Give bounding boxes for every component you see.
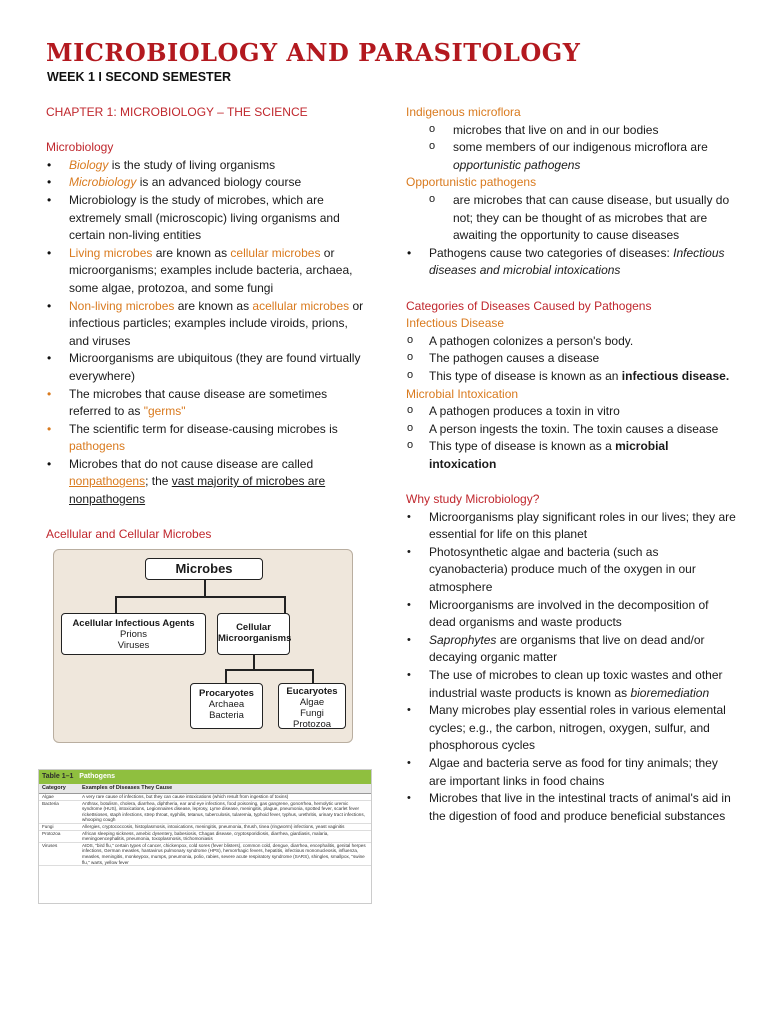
indigenous-heading: Indigenous microflora: [406, 105, 521, 119]
table-row: Protozoa African sleeping sickness, amebic dysentery, babesiosis, Chagas disease, cryptosporidiosis, diarrhea, giardiasis, malaria, meningoencephalitis, pneumonia, toxoplasmosis, trichomoniasis: [39, 831, 371, 843]
table-row: Fungi Allergies, cryptococcosis, histoplasmosis, intoxications, meningitis, pneumonia, thrush, tinea (ringworm) infections, yeast vaginitis: [39, 824, 371, 831]
table-row: Viruses AIDS, "bird flu," certain types of cancer, chickenpox, cold sores (fever blisters), common cold, dengue, diarrhea, encephalitis, genital herpes infections, German measles, hantavirus pulmonary syndrome (HPS), hemorrhagic fevers, hepatitis, infectious mononucleosis, influenza, measles, meningitis, monkeypox, mumps, pneumonia, polio, rabies, severe acute respiratory syndrome (SARS), shingles, smallpox, "swine flu," warts, yellow fever: [39, 843, 371, 866]
list-item: • The microbes that cause disease are sometimes referred to as "germs": [46, 386, 371, 421]
list-item: • Microorganisms play significant roles in our lives; they are essential for life on this planet: [406, 509, 736, 544]
list-item: • Microorganisms are involved in the decomposition of dead organisms and waste products: [406, 597, 736, 632]
list-item: o microbes that live on and in our bodies: [406, 122, 736, 140]
indigenous-list: [406, 122, 736, 175]
document-title: MICROBIOLOGY AND PARASITOLOGY: [46, 38, 581, 67]
list-item: • Non-living microbes are known as acellular microbes or infectious particles; examples include viroids, prions, and viruses: [46, 298, 371, 351]
diagram-procaryotes-box: Procaryotes Archaea Bacteria: [190, 683, 263, 729]
list-item: o A person ingests the toxin. The toxin causes a disease: [406, 421, 736, 439]
list-item: o This type of disease is known as a microbial intoxication: [406, 438, 736, 473]
list-item: • Microbes that live in the intestinal tracts of animal's aid in the digestion of food and produce beneficial substances: [406, 790, 736, 825]
why-study-heading: Why study Microbiology?: [406, 492, 540, 507]
table-row: Algae A very rare cause of infections, but they can cause intoxications (which result from ingestion of toxins): [39, 794, 371, 801]
list-item: • Microorganisms are ubiquitous (they are found virtually everywhere): [46, 350, 371, 385]
list-item: • The use of microbes to clean up toxic wastes and other industrial waste products is known as bioremediation: [406, 667, 736, 702]
list-item: • Many microbes play essential roles in various elemental cycles; e.g., the carbon, nitrogen, oxygen, sulfur, and phosphorous cycles: [406, 702, 736, 755]
week-subtitle: WEEK 1 I SECOND SEMESTER: [47, 70, 232, 84]
table-column-headers: Category Examples of Diseases They Cause: [39, 784, 371, 794]
list-item: • Biology is the study of living organisms: [46, 157, 371, 175]
list-item: o This type of disease is known as an infectious disease.: [406, 368, 736, 386]
intoxication-list: [406, 403, 736, 473]
left-column: [46, 104, 371, 544]
list-item: • Algae and bacteria serve as food for tiny animals; they are important links in food chains: [406, 755, 736, 790]
list-item: o A pathogen produces a toxin in vitro: [406, 403, 736, 421]
infectious-list: [406, 333, 736, 386]
why-study-list: [406, 509, 736, 826]
list-item: o are microbes that can cause disease, but usually do not; they can be thought of as microbes that are awaiting the opportunity to cause diseases: [406, 192, 736, 245]
microbiology-list: [46, 157, 371, 509]
microbial-intoxication-heading: Microbial Intoxication: [406, 386, 519, 401]
list-item: • Microbes that do not cause disease are called nonpathogens; the vast majority of microbes are nonpathogens: [46, 456, 371, 509]
acellular-cellular-heading: Acellular and Cellular Microbes: [46, 527, 212, 542]
diagram-eucaryotes-box: Eucaryotes Algae Fungi Protozoa: [278, 683, 346, 729]
right-column: [406, 104, 736, 825]
list-item: o The pathogen causes a disease: [406, 350, 736, 368]
list-item: • Saprophytes are organisms that live on dead and/or decaying organic matter: [406, 632, 736, 667]
chapter-heading: CHAPTER 1: MICROBIOLOGY – THE SCIENCE: [46, 105, 308, 119]
table-row: Bacteria Anthrax, botulism, cholera, diarrhea, diphtheria, ear and eye infections, food poisoning, gas gangrene, gonorrhea, hemolytic uremic syndrome (HUS), intoxications, Legionnaires disease, leprosy, Lyme disease, meningitis, plague, pneumonia, spotted fever, scarlet fever rickettsioses, staph infections, strep throat, syphilis, tetanus, tuberculosis, tularemia, typhoid fever, typhus, urethritis, urinary tract infections, whooping cough: [39, 801, 371, 824]
list-item: • Photosynthetic algae and bacteria (such as cyanobacteria) produce much of the oxygen in our atmosphere: [406, 544, 736, 597]
diagram-root-microbes: Microbes: [145, 558, 263, 580]
infectious-disease-heading: Infectious Disease: [406, 316, 505, 331]
microbiology-heading: Microbiology: [46, 140, 114, 155]
categories-heading: Categories of Diseases Caused by Pathogens: [406, 298, 652, 313]
diagram-acellular-box: Acellular Infectious Agents Prions Viruses: [61, 613, 206, 655]
pathogens-table: [38, 769, 372, 904]
list-item: • Pathogens cause two categories of diseases: Infectious diseases and microbial intoxications: [406, 245, 736, 280]
diagram-cellular-box: Cellular Microorganisms: [217, 613, 290, 655]
opportunistic-list: [406, 192, 736, 280]
opportunistic-heading: Opportunistic pathogens: [406, 175, 537, 190]
list-item: o some members of our indigenous microflora are opportunistic pathogens: [406, 139, 736, 174]
list-item: o A pathogen colonizes a person's body.: [406, 333, 736, 351]
list-item: • The scientific term for disease-causing microbes is pathogens: [46, 421, 371, 456]
list-item: • Microbiology is the study of microbes, which are extremely small (microscopic) living organisms and certain non-living entities: [46, 192, 371, 245]
list-item: • Microbiology is an advanced biology course: [46, 174, 371, 192]
list-item: • Living microbes are known as cellular microbes or microorganisms; examples include bacteria, archaea, some algae, protozoa, and some fungi: [46, 245, 371, 298]
table-header: Table 1–1 Pathogens: [39, 770, 371, 784]
microbes-diagram: [53, 549, 353, 743]
